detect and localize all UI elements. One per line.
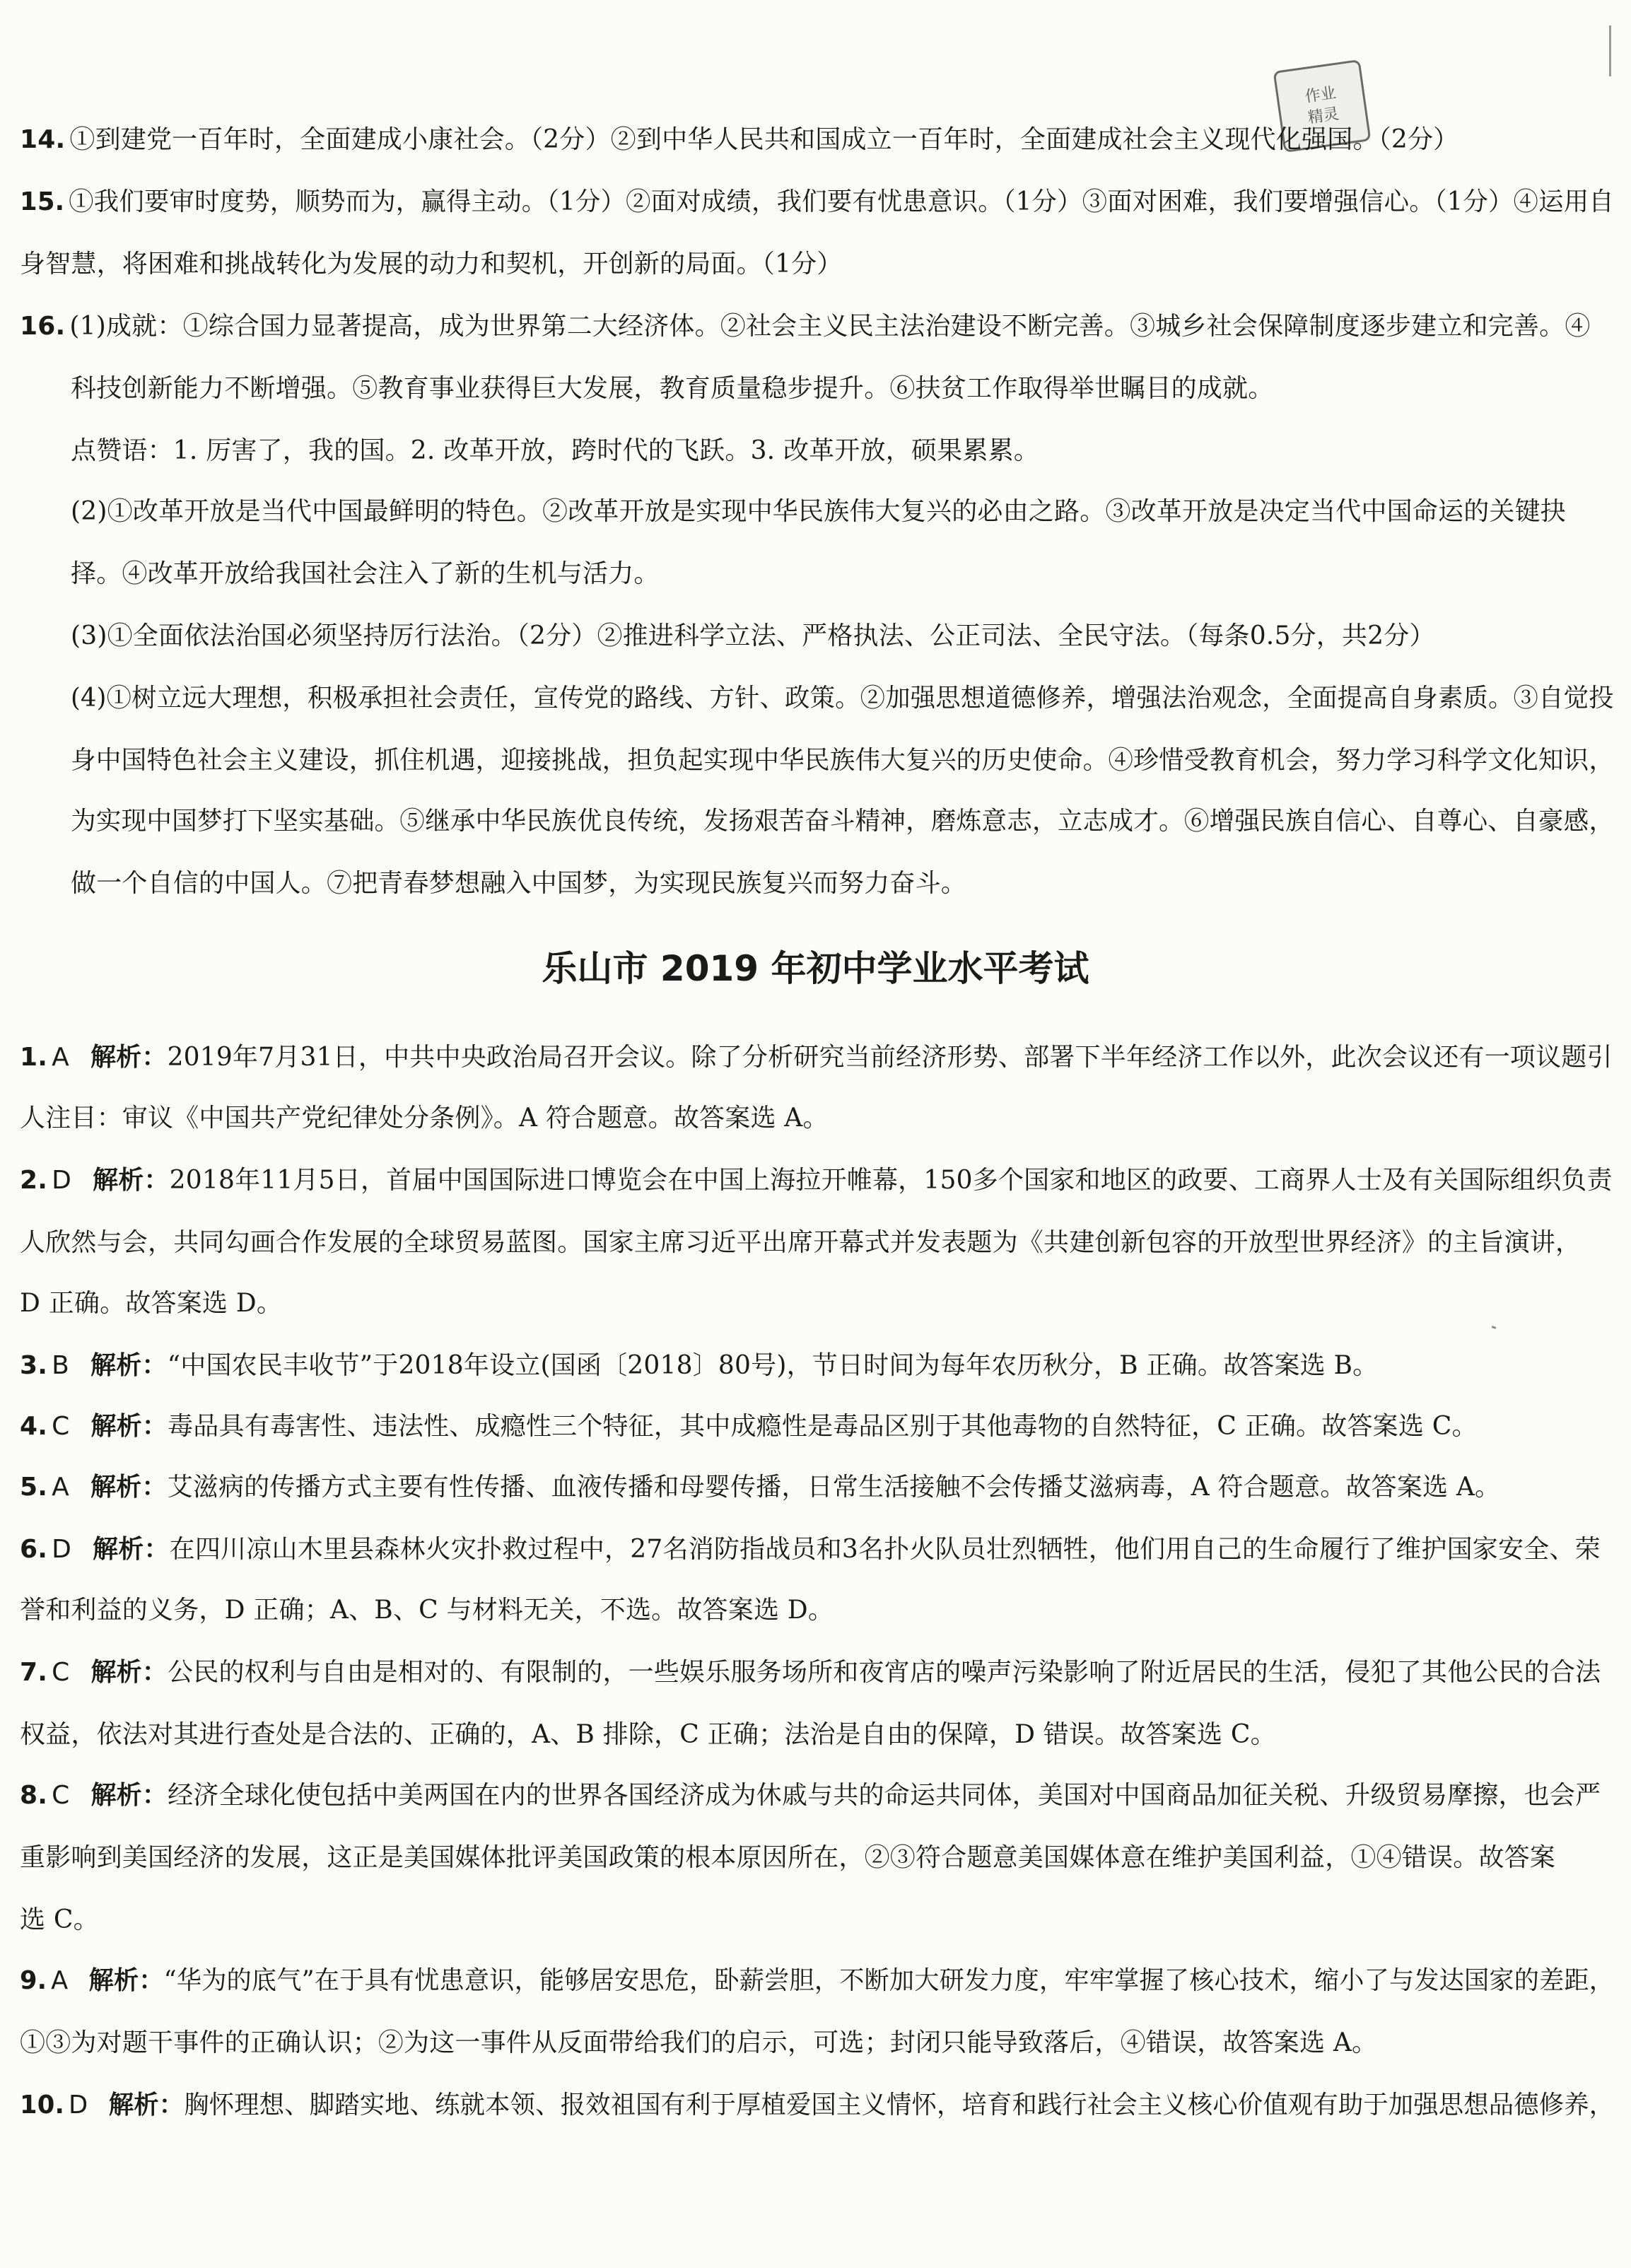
- q15-line-2: [20, 249, 843, 280]
- q15-number: 15.: [20, 187, 65, 216]
- a9-number: 9.: [20, 1966, 47, 1995]
- a8-line-3: [20, 1905, 99, 1936]
- a4-line-1: [20, 1411, 1478, 1442]
- q16-line-10: [71, 868, 966, 899]
- q16-text-7: (4)①树立远大理想，积极承担社会责任，宣传党的路线、方针、政策。②加强思想道德修养，增强法治观念，全面提高自身素质。③自觉投: [71, 684, 1614, 713]
- q16-line-9: [71, 806, 1614, 837]
- a6-text-2: 誉和利益的义务，D 正确；A、B、C 与材料无关，不选。故答案选 D。: [20, 1596, 834, 1625]
- a4-text-1: 毒品具有毒害性、违法性、成瘾性三个特征，其中成瘾性是毒品区别于其他毒物的自然特征，C 正确。故答案选 C。: [168, 1412, 1478, 1441]
- q16-text-9: 为实现中国梦打下坚实基础。⑤继承中华民族优良传统，发扬艰苦奋斗精神，磨炼意志，立志成才。⑥增强民族自信心、自尊心、自豪感，: [71, 807, 1615, 836]
- q16-number: 16.: [20, 312, 66, 341]
- q14-text: ①到建党一百年时，全面建成小康社会。（2分）②到中华人民共和国成立一百年时，全面建成社会主义现代化强国。（2分）: [69, 125, 1459, 154]
- a7-text-1: 公民的权利与自由是相对的、有限制的，一些娱乐服务场所和夜宵店的噪声污染影响了附近居民的生活，侵犯了其他公民的合法: [168, 1658, 1601, 1687]
- a2-choice: D: [52, 1166, 72, 1195]
- a6-line-1: [20, 1534, 1601, 1565]
- q15-line-1: [20, 187, 1614, 218]
- edge-mark: [1609, 25, 1611, 76]
- a6-line-2: [20, 1595, 834, 1626]
- stamp-line-1: 作业: [1304, 84, 1338, 107]
- q16-text-5: 择。④改革开放给我国社会注入了新的生机与活力。: [71, 559, 660, 588]
- a9-choice: A: [51, 1966, 69, 1995]
- q16-text-2: 科技创新能力不断增强。⑤教育事业获得巨大发展，教育质量稳步提升。⑥扶贫工作取得举世瞩目的成就。: [71, 374, 1274, 403]
- a10-line-1: [20, 2090, 1614, 2121]
- a3-line-1: [20, 1350, 1378, 1381]
- a7-number: 7.: [20, 1658, 48, 1687]
- a2-number: 2.: [20, 1166, 48, 1195]
- a6-number: 6.: [20, 1535, 48, 1564]
- q16-line-6: [71, 621, 1435, 652]
- a10-number: 10.: [20, 2091, 65, 2120]
- a8-number: 8.: [20, 1781, 48, 1810]
- a4-analysis-label: 解析：: [90, 1412, 168, 1441]
- a3-number: 3.: [20, 1351, 48, 1380]
- a8-line-1: [20, 1780, 1601, 1811]
- a1-text-1: 2019年7月31日，中共中央政治局召开会议。除了分析研究当前经济形势、部署下半年经济工作以外，此次会议还有一项议题引: [167, 1043, 1613, 1072]
- a6-choice: D: [52, 1535, 72, 1564]
- q14-line-1: [20, 124, 1458, 156]
- a2-analysis-label: 解析：: [93, 1166, 170, 1195]
- a7-text-2: 权益，依法对其进行查处是合法的、正确的，A、B 排除，C 正确；法治是自由的保障，D 错误。故答案选 C。: [20, 1720, 1276, 1749]
- a5-choice: A: [52, 1473, 69, 1502]
- a1-text-2: 人注目：审议《中国共产党纪律处分条例》。A 符合题意。故答案选 A。: [20, 1104, 829, 1133]
- a8-text-3: 选 C。: [20, 1905, 99, 1934]
- q15-text-1: ①我们要审时度势，顺势而为，赢得主动。（1分）②面对成绩，我们要有忧患意识。（1分）③面对困难，我们要增强信心。（1分）④运用自: [69, 187, 1614, 216]
- a2-line-2: [20, 1227, 1581, 1258]
- q16-text-10: 做一个自信的中国人。⑦把青春梦想融入中国梦，为实现民族复兴而努力奋斗。: [71, 869, 967, 898]
- q16-line-8: [71, 745, 1614, 776]
- a7-analysis-label: 解析：: [90, 1658, 168, 1687]
- q16-line-5: [71, 559, 660, 590]
- a4-choice: C: [52, 1412, 70, 1441]
- a8-choice: C: [52, 1781, 70, 1810]
- a8-text-1: 经济全球化使包括中美两国在内的世界各国经济成为休戚与共的命运共同体，美国对中国商品加征关税、升级贸易摩擦，也会严: [168, 1781, 1601, 1810]
- q16-text-3: 点赞语：1. 厉害了，我的国。2. 改革开放，跨时代的飞跃。3. 改革开放，硕果累累。: [71, 436, 1039, 465]
- stamp-line-2: 精灵: [1306, 105, 1340, 127]
- a8-text-2: 重影响到美国经济的发展，这正是美国媒体批评美国政策的根本原因所在，②③符合题意美国媒体意在维护美国利益，①④错误。故答案: [20, 1843, 1556, 1872]
- a1-line-2: [20, 1103, 829, 1134]
- q16-text-1: (1)成就：①综合国力显著提高，成为世界第二大经济体。②社会主义民主法治建设不断完善。③城乡社会保障制度逐步建立和完善。④: [69, 312, 1591, 341]
- q16-line-2: [71, 373, 1273, 404]
- q14-number: 14.: [20, 125, 66, 154]
- q16-text-6: (3)①全面依法治国必须坚持厉行法治。（2分）②推进科学立法、严格执法、公正司法、全民守法。（每条0.5分，共2分）: [71, 621, 1435, 650]
- a9-line-1: [20, 1965, 1614, 1997]
- q16-line-3: [71, 436, 1039, 467]
- a7-line-2: [20, 1719, 1276, 1750]
- a5-analysis-label: 解析：: [90, 1473, 168, 1502]
- a3-choice: B: [52, 1351, 70, 1380]
- a9-text-2: ①③为对题干事件的正确认识；②为这一事件从反面带给我们的启示，可选；封闭只能导致落后，④错误，故答案选 A。: [20, 2028, 1378, 2057]
- a10-text-1: 胸怀理想、脚踏实地、练就本领、报效祖国有利于厚植爱国主义情怀，培育和践行社会主义核心价值观有助于加强思想品德修养，: [184, 2091, 1615, 2120]
- q16-line-7: [71, 683, 1614, 714]
- a1-choice: A: [52, 1043, 69, 1072]
- q16-text-4: (2)①改革开放是当代中国最鲜明的特色。②改革开放是实现中华民族伟大复兴的必由之路。③改革开放是决定当代中国命运的关键抉: [71, 497, 1566, 526]
- q16-line-1: [20, 311, 1591, 342]
- q16-line-4: [71, 496, 1566, 527]
- a5-text-1: 艾滋病的传播方式主要有性传播、血液传播和母婴传播，日常生活接触不会传播艾滋病毒，A 符合题意。故答案选 A。: [167, 1473, 1501, 1502]
- a6-text-1: 在四川凉山木里县森林火灾扑救过程中，27名消防指战员和3名扑火队员壮烈牺牲，他们用自己的生命履行了维护国家安全、荣: [169, 1535, 1601, 1564]
- a6-analysis-label: 解析：: [93, 1535, 170, 1564]
- a5-number: 5.: [20, 1473, 48, 1502]
- a10-choice: D: [68, 2091, 88, 2120]
- a9-line-2: [20, 2028, 1377, 2059]
- a1-line-1: [20, 1042, 1613, 1073]
- a2-text-2: 人欣然与会，共同勾画合作发展的全球贸易蓝图。国家主席习近平出席开幕式并发表题为《共建创新包容的开放型世界经济》的主旨演讲，: [20, 1228, 1582, 1257]
- a9-text-1: “华为的底气”在于具有忧患意识，能够居安思危，卧薪尝胆，不断加大研发力度，牢牢掌握了核心技术，缩小了与发达国家的差距，: [163, 1966, 1615, 1995]
- a8-line-2: [20, 1842, 1555, 1874]
- a2-text-3: D 正确。故答案选 D。: [20, 1289, 283, 1318]
- a1-number: 1.: [20, 1043, 48, 1072]
- q15-text-2: 身智慧，将困难和挑战转化为发展的动力和契机，开创新的局面。（1分）: [20, 250, 843, 279]
- a5-line-1: [20, 1472, 1500, 1503]
- a4-number: 4.: [20, 1412, 48, 1441]
- a8-analysis-label: 解析：: [90, 1781, 168, 1810]
- section-title: 乐山市 2019 年初中学业水平考试: [542, 948, 1089, 989]
- a2-line-3: [20, 1288, 282, 1319]
- a9-analysis-label: 解析：: [88, 1966, 164, 1995]
- a1-analysis-label: 解析：: [90, 1043, 168, 1072]
- a3-analysis-label: 解析：: [90, 1351, 168, 1380]
- q16-text-8: 身中国特色社会主义建设，抓住机遇，迎接挑战，担负起实现中华民族伟大复兴的历史使命。④珍惜受教育机会，努力学习科学文化知识，: [71, 746, 1615, 775]
- a2-text-1: 2018年11月5日，首届中国国际进口博览会在中国上海拉开帷幕，150多个国家和地区的政要、工商界人士及有关国际组织负责: [169, 1166, 1613, 1195]
- a2-line-1: [20, 1165, 1613, 1196]
- scan-speck: [1492, 1326, 1497, 1329]
- a3-text-1: “中国农民丰收节”于2018年设立(国函〔2018〕80号)，节日时间为每年农历秋分，B 正确。故答案选 B。: [167, 1351, 1379, 1380]
- a7-choice: C: [52, 1658, 70, 1687]
- a10-analysis-label: 解析：: [108, 2091, 185, 2120]
- a7-line-1: [20, 1657, 1601, 1688]
